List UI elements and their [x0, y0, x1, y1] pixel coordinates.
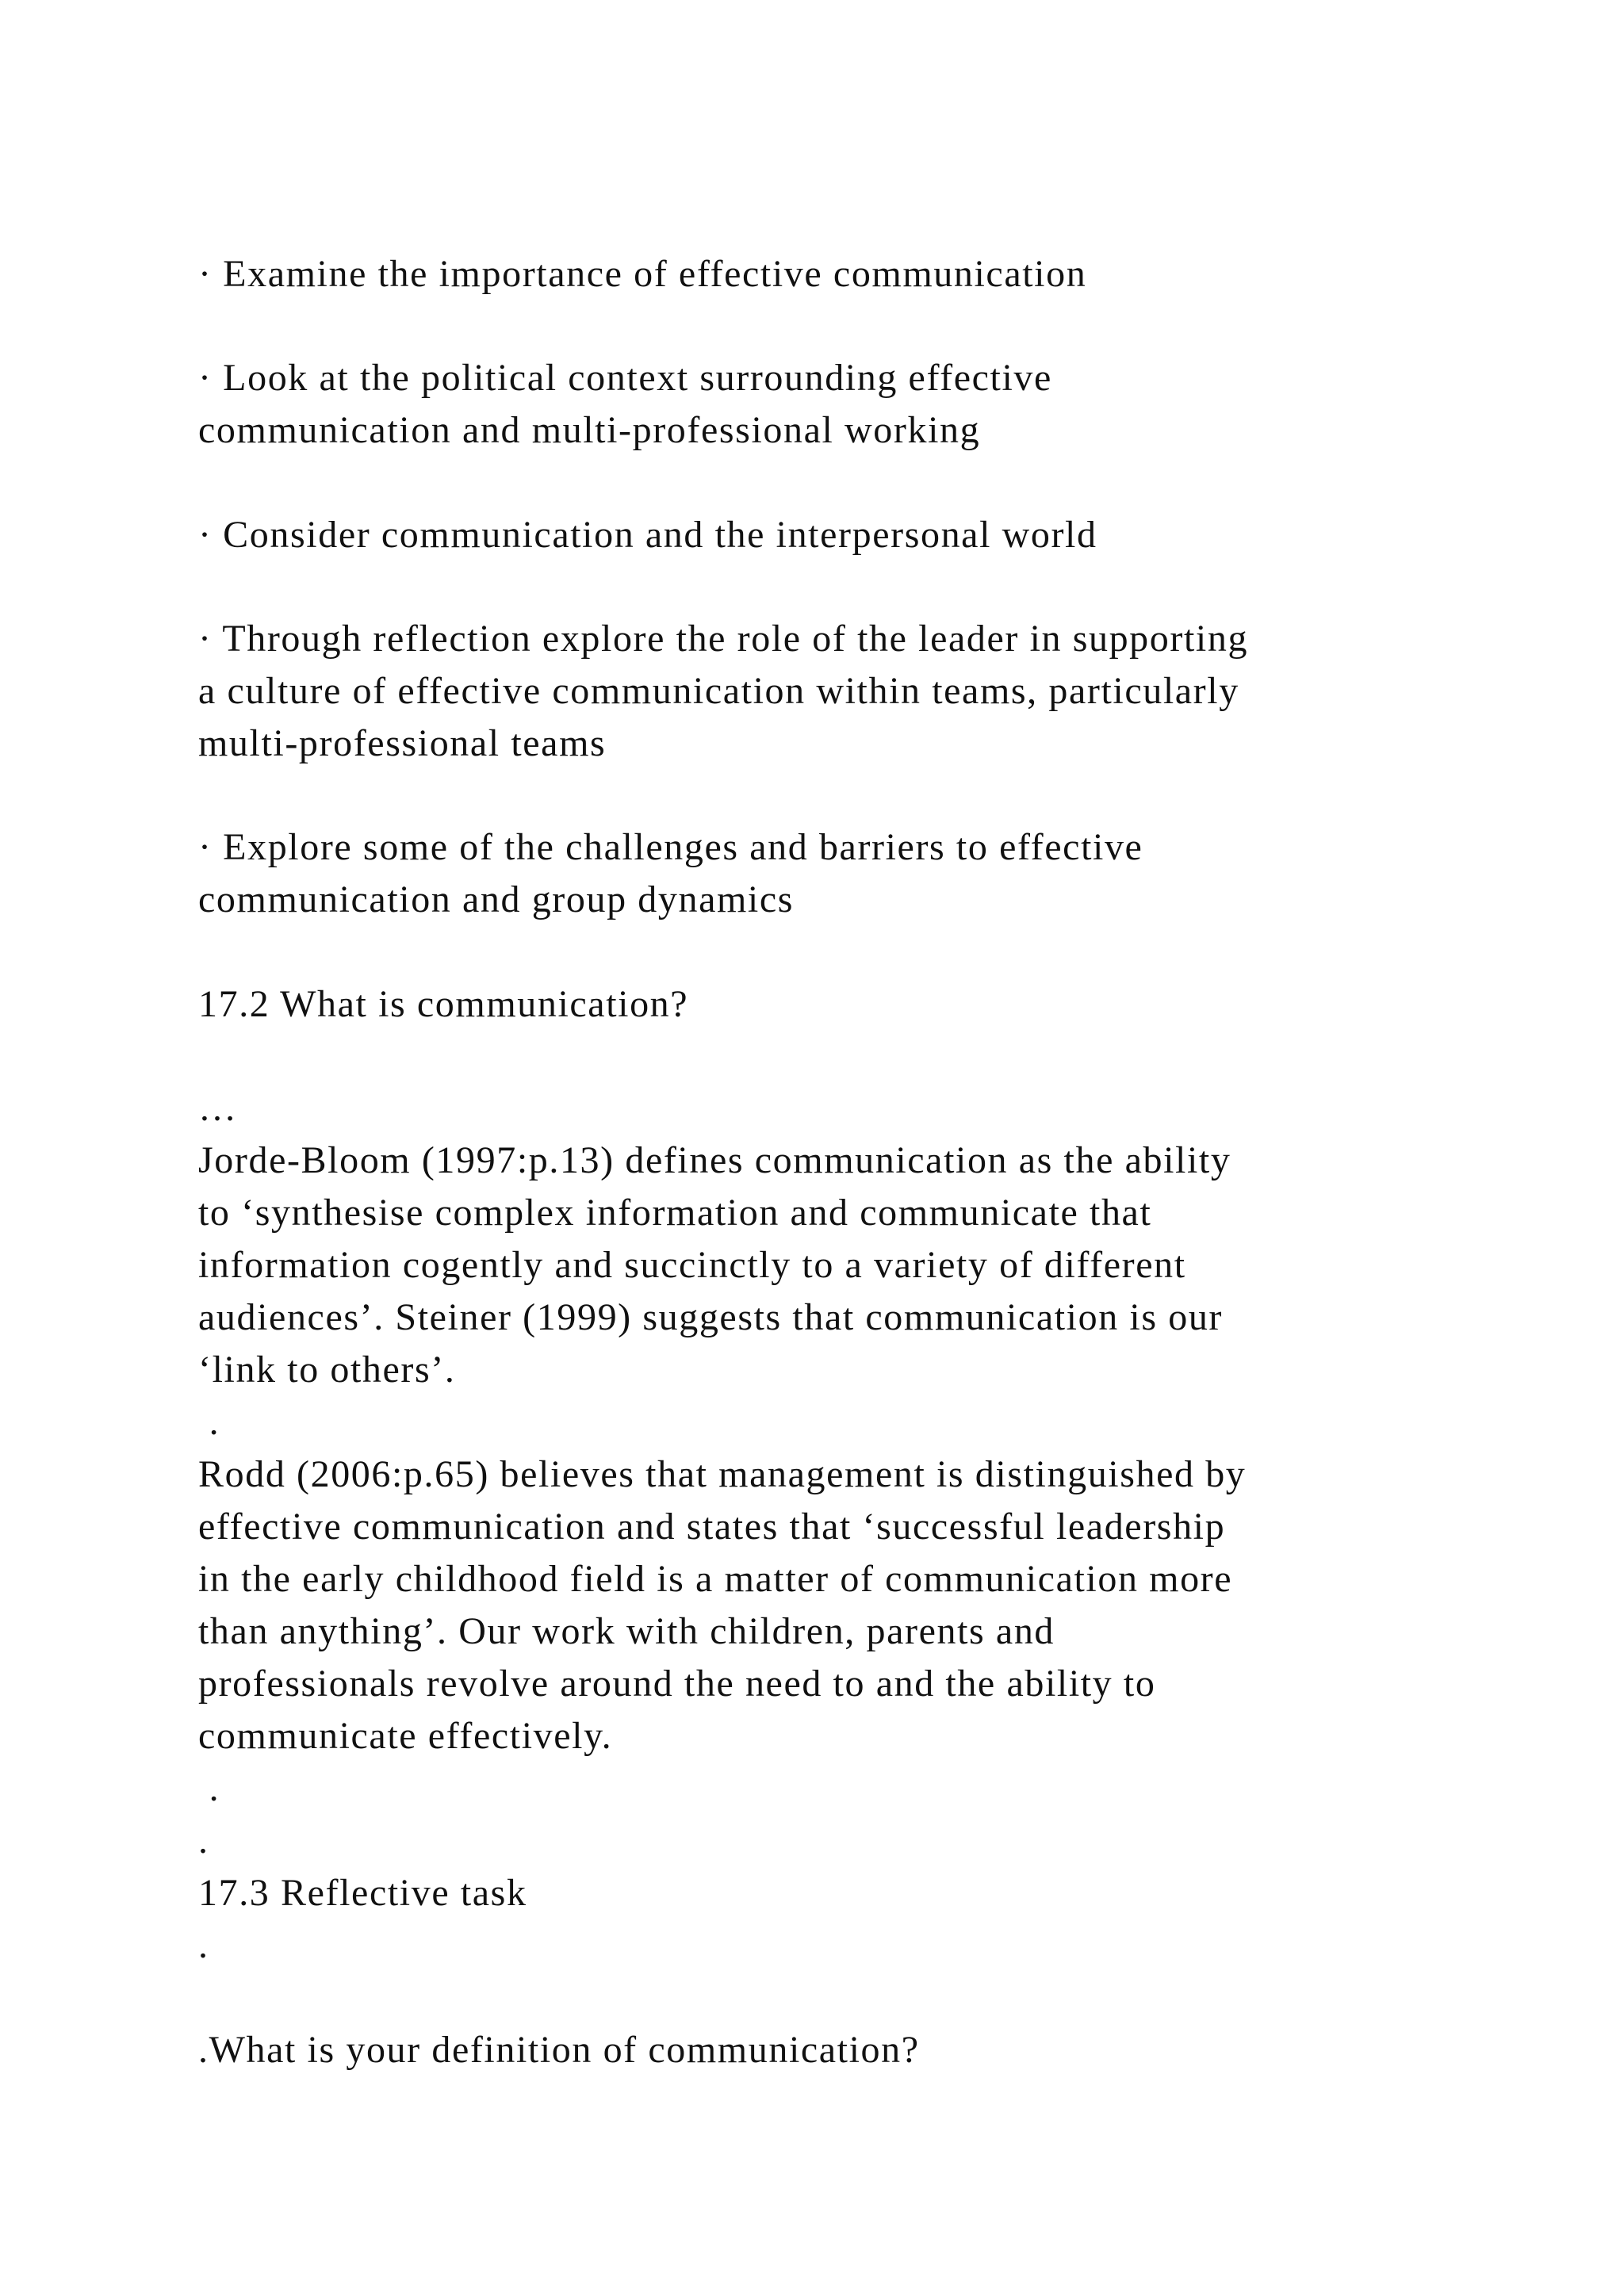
section-heading-17-3: 17.3 Reflective task	[198, 1872, 527, 1914]
bullet-interpersonal-world: · Consider communication and the interpersonal world	[198, 514, 1097, 556]
bullet-political-context-cont: communication and multi-professional working	[198, 409, 981, 451]
dot-marker: .	[198, 1820, 209, 1862]
paragraph-jorde-bloom: ‘link to others’.	[198, 1349, 456, 1391]
bullet-challenges-barriers-cont: communication and group dynamics	[198, 878, 795, 920]
bullet-political-context: · Look at the political context surrounding effective	[198, 357, 1052, 399]
dot-marker: .	[198, 1767, 220, 1809]
paragraph-rodd: than anything’. Our work with children, parents and	[198, 1610, 1055, 1652]
ellipsis-marker: …	[198, 1087, 238, 1129]
dot-marker: .	[198, 1924, 209, 1966]
paragraph-rodd: communicate effectively.	[198, 1715, 613, 1757]
dot-marker: .	[198, 1401, 220, 1443]
section-heading-17-2: 17.2 What is communication?	[198, 983, 689, 1025]
bullet-role-of-leader-cont: a culture of effective communication within teams, particularly	[198, 670, 1239, 712]
bullet-challenges-barriers: · Explore some of the challenges and barriers to effective	[198, 826, 1143, 868]
bullet-role-of-leader: · Through reflection explore the role of the leader in supporting	[198, 618, 1249, 660]
paragraph-jorde-bloom: information cogently and succinctly to a variety of different	[198, 1244, 1186, 1286]
paragraph-jorde-bloom: Jorde-Bloom (1997:p.13) defines communication as the ability	[198, 1139, 1231, 1181]
reflective-question: .What is your definition of communication?	[198, 2029, 920, 2071]
paragraph-rodd: in the early childhood field is a matter of communication more	[198, 1558, 1233, 1600]
paragraph-rodd: professionals revolve around the need to and the ability to	[198, 1663, 1156, 1705]
paragraph-jorde-bloom: to ‘synthesise complex information and communicate that	[198, 1192, 1152, 1234]
paragraph-rodd: Rodd (2006:p.65) believes that management is distinguished by	[198, 1453, 1247, 1495]
bullet-role-of-leader-cont: multi-professional teams	[198, 722, 607, 764]
bullet-examine-importance: · Examine the importance of effective communication	[198, 253, 1087, 295]
paragraph-rodd: effective communication and states that ‘successful leadership	[198, 1506, 1226, 1548]
paragraph-jorde-bloom: audiences’. Steiner (1999) suggests that communication is our	[198, 1296, 1223, 1338]
